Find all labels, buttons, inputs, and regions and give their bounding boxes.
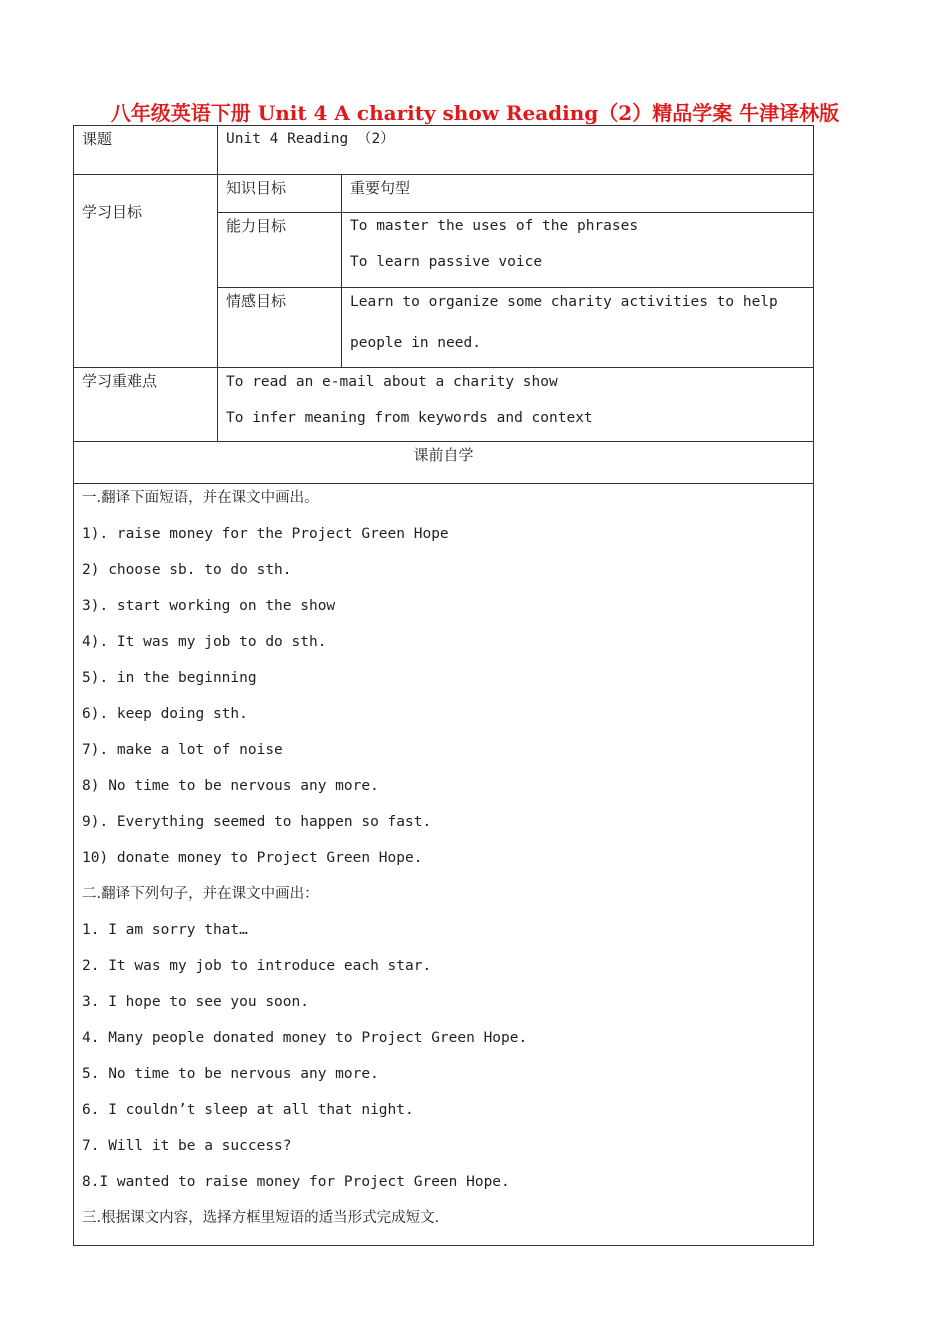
objective-row-knowledge (74, 175, 814, 213)
exercise-item: 5). in the beginning (82, 670, 257, 686)
objective-line: people in need. (350, 335, 481, 351)
exercise-item: 8.I wanted to raise money for Project Green Hope. (82, 1174, 510, 1190)
exercise-item: 4. Many people donated money to Project Green Hope. (82, 1030, 528, 1046)
self-study-heading-row (74, 442, 814, 484)
exercise-item: 9). Everything seemed to happen so fast. (82, 814, 432, 830)
exercise-item: 7). make a lot of noise (82, 742, 283, 758)
exercise-item: 3. I hope to see you soon. (82, 994, 309, 1010)
exercise-item: 2. It was my job to introduce each star. (82, 958, 432, 974)
exercise-item: 5. No time to be nervous any more. (82, 1066, 379, 1082)
topic-row (74, 126, 814, 175)
objective-line: To master the uses of the phrases (350, 218, 639, 234)
key-points-label: 学习重难点 (74, 368, 218, 442)
key-point-line: To read an e-mail about a charity show (226, 374, 558, 390)
document-title: 八年级英语下册 Unit 4 A charity show Reading（2）精品学案 牛津译林版 (110, 101, 840, 125)
self-study-content (74, 484, 814, 1246)
objectives-label: 学习目标 (74, 175, 218, 368)
objective-content (342, 288, 814, 368)
objective-line: 重要句型 (350, 179, 411, 197)
objective-type: 知识目标 (218, 175, 342, 213)
section-heading: 三.根据课文内容，选择方框里短语的适当形式完成短文. (82, 1210, 440, 1226)
exercise-item: 1). raise money for the Project Green Hope (82, 526, 449, 542)
exercise-item: 10) donate money to Project Green Hope. (82, 850, 423, 866)
study-plan-table (73, 125, 814, 1246)
exercise-item: 1. I am sorry that… (82, 922, 248, 938)
objective-content (342, 213, 814, 288)
objective-content (342, 175, 814, 213)
exercise-item: 6. I couldn’t sleep at all that night. (82, 1102, 414, 1118)
key-points-row (74, 368, 814, 442)
self-study-heading: 课前自学 (74, 442, 814, 484)
key-point-line: To infer meaning from keywords and context (226, 410, 593, 426)
exercise-item: 3). start working on the show (82, 598, 336, 614)
topic-label: 课题 (74, 126, 218, 175)
objective-line: Learn to organize some charity activities to help (350, 294, 778, 310)
self-study-lines (82, 489, 805, 1245)
section-heading: 一.翻译下面短语，并在课文中画出。 (82, 490, 319, 506)
objective-type: 情感目标 (218, 288, 342, 368)
section-heading: 二.翻译下列句子，并在课文中画出： (82, 886, 319, 902)
topic-value: Unit 4 Reading （2） (218, 126, 814, 175)
exercise-item: 7. Will it be a success? (82, 1138, 292, 1154)
objective-line: To learn passive voice (350, 254, 543, 270)
exercise-item: 4). It was my job to do sth. (82, 634, 327, 650)
exercise-item: 8) No time to be nervous any more. (82, 778, 379, 794)
key-points-content (218, 368, 814, 442)
objective-type: 能力目标 (218, 213, 342, 288)
exercise-item: 2) choose sb. to do sth. (82, 562, 292, 578)
self-study-row (74, 484, 814, 1246)
exercise-item: 6). keep doing sth. (82, 706, 248, 722)
